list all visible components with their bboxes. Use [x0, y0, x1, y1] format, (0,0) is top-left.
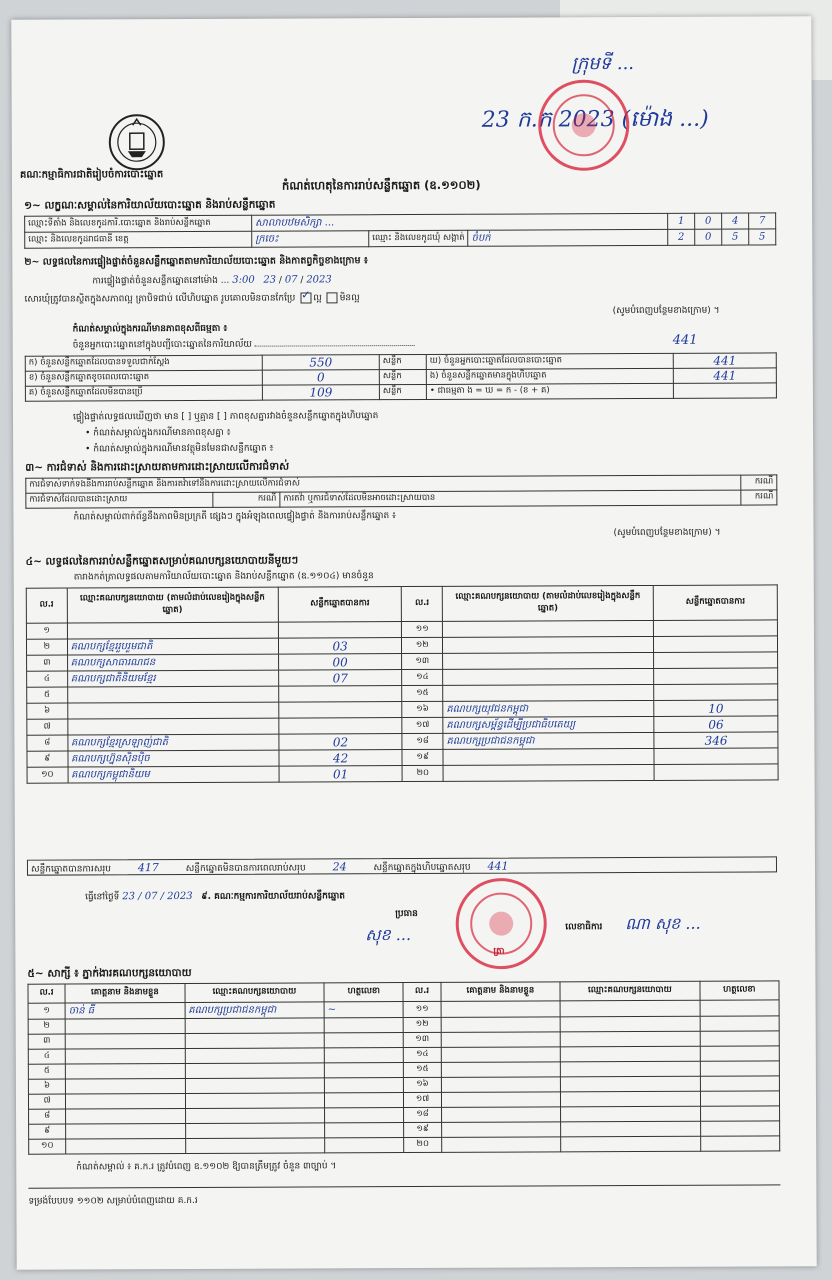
- party-votes: 03: [278, 638, 402, 655]
- witness-signature: [700, 1016, 779, 1031]
- section-1-heading: ១~ លក្ខណៈសម្គាល់នៃការិយាល័យបោះឆ្នោត និងរាប់សន្លឹកឆ្នោត: [24, 198, 276, 212]
- witness-name: [441, 1107, 561, 1123]
- form-title: កំណត់ហេតុនៃការរាប់សន្លឹកឆ្នោត (ឧ.១១០២): [281, 177, 481, 193]
- witness-party: [561, 1121, 701, 1137]
- col-party: ឈ្មោះគណបក្សនយោបាយ: [185, 983, 325, 1003]
- row-no: ៩: [27, 751, 68, 767]
- case-label: ករណី: [213, 492, 280, 507]
- witness-name: [441, 1092, 561, 1108]
- party-votes: [278, 686, 402, 703]
- code-1-digit: 7: [749, 213, 776, 229]
- party-name: [67, 718, 278, 735]
- witness-signature: [700, 1046, 779, 1061]
- witness-signature: [325, 1138, 404, 1153]
- box-total: 441: [487, 859, 509, 873]
- count-value: 109: [262, 385, 379, 401]
- form-footer: ទម្រង់បែបបទ ១១០២ សម្រាប់បំពេញដោយ គ.ក.រ: [28, 1195, 198, 1207]
- col-name: គោត្តនាម និងនាមខ្លួន: [441, 982, 561, 1002]
- committee-name: គណៈកម្មាធិការជាតិរៀបចំការបោះឆ្នោត: [19, 169, 164, 181]
- witness-name: [441, 1001, 561, 1018]
- row-no: ៧: [28, 1094, 65, 1109]
- row-no: ១៣: [402, 653, 443, 669]
- voters-line: [72, 332, 698, 352]
- row-no: ៤: [28, 1049, 65, 1064]
- count-value: 0: [262, 370, 379, 386]
- witness-signature: [325, 1123, 404, 1138]
- date-label: ធ្វើនៅថ្ងៃទី: [85, 892, 120, 903]
- party-votes: [278, 622, 402, 639]
- witness-signature: [324, 1048, 403, 1063]
- place-label: ឈ្មោះទីតាំង និងលេខកូដការិ.បោះឆ្នោត និងរាប់សន្លឹកឆ្នោត: [25, 215, 252, 232]
- party-name: គណបក្សជាតិនិយមខ្មែរ: [67, 670, 278, 687]
- table-row: [27, 764, 778, 783]
- col-votes: សន្លឹកឆ្នោតបានការ: [653, 585, 777, 621]
- witness-party: [185, 1123, 325, 1139]
- commune-code-digit: 5: [749, 229, 776, 245]
- stamp-label: ត្រា: [493, 946, 505, 957]
- row-no: ២: [28, 1019, 65, 1034]
- unit-label: សន្លឹក: [379, 384, 426, 399]
- province-code-digit: 2: [668, 229, 695, 245]
- witness-signature: [324, 1063, 403, 1078]
- count-label: ខ) ចំនួនសន្លឹកឆ្នោតខូចពេលបោះឆ្នោត: [25, 370, 262, 386]
- witness-name: [66, 1094, 186, 1110]
- witness-name: [441, 1122, 561, 1138]
- col-name: គោត្តនាម និងនាមខ្លួន: [65, 984, 185, 1004]
- count-rlabel: ង) ចំនួនសន្លឹកឆ្នោតមានក្នុងហិបឆ្នោត: [426, 368, 673, 384]
- table-row: [29, 1136, 780, 1154]
- row-no: ៥: [27, 687, 68, 703]
- witness-party: [185, 1033, 325, 1049]
- party-name: [443, 668, 654, 685]
- witness-party: [561, 1091, 701, 1107]
- code-1-digit: 4: [722, 213, 749, 229]
- row-no: ១២: [402, 637, 443, 653]
- row-no: ២: [26, 639, 67, 655]
- chair-signature: សុខ ...: [365, 925, 412, 945]
- witness-party: [560, 1031, 700, 1047]
- party-name: គណបក្សប្រជាជនកម្ពុជា: [443, 732, 654, 749]
- valid-total-label: សន្លឹកឆ្នោតបានការសរុប: [30, 864, 111, 875]
- witness-party: [185, 1078, 325, 1094]
- party-votes: [654, 684, 778, 701]
- commune-value: ចំបក់: [468, 229, 668, 246]
- count-rlabel: • ជាធម្មតា ង = ឃ = ក - (ខ + គ): [426, 383, 673, 399]
- party-votes: 10: [654, 700, 778, 717]
- section-4-sub: តារាងកត់ត្រាលទ្ធផលតាមការិយាល័យបោះឆ្នោត និងរាប់សន្លឹកឆ្នោត (ឧ.១១០៤) មានចំនួន: [73, 571, 374, 583]
- verify-line: ការផ្ទៀងផ្ទាត់ចំនួនសន្លឹកឆ្នោតនៅម៉ោង ... 3:00 23 / 07 / 2023: [92, 274, 332, 287]
- objection-row-1: ការជំទាស់ទាក់ទងនឹងការរាប់សន្លឹកឆ្នោត និងការតវ៉ាទៅនឹងការដោះស្រាយលើការជំទាស់: [26, 475, 741, 493]
- witness-signature: [325, 1108, 404, 1123]
- row-no: ៧: [27, 719, 68, 735]
- row-no: ១២: [404, 1017, 441, 1032]
- section-1-table: [24, 212, 776, 248]
- witness-signature: [700, 1076, 779, 1091]
- special-note: កំណត់សម្គាល់ក្នុងករណីមានភាពខុសពីធម្មតា ៖: [72, 323, 228, 335]
- objection-row-2: ការជំទាស់ដែលបានដោះស្រាយ: [26, 492, 213, 508]
- count-rvalue: 441: [673, 368, 776, 383]
- commune-code-digit: 5: [722, 229, 749, 245]
- witness-party: [185, 1138, 325, 1154]
- case-label: ករណី: [740, 475, 776, 490]
- seal-ok-checkbox[interactable]: [300, 292, 311, 303]
- commune-label: ឈ្មោះ និងលេខកូដឃុំ សង្កាត់: [369, 230, 468, 246]
- witness-signature: [324, 1033, 403, 1048]
- secretary-label: លេខាធិការ: [565, 922, 603, 933]
- count-rlabel: ឃ) ចំនួនអ្នកបោះឆ្នោតដែលបានបោះឆ្នោត: [426, 353, 673, 369]
- party-votes: [654, 636, 778, 653]
- witness-signature: [700, 1031, 779, 1046]
- valid-total: 417: [137, 861, 159, 875]
- row-no: ១៧: [402, 717, 443, 733]
- section-4-heading: ៤~ លទ្ធផលនៃការរាប់សន្លឹកឆ្នោតសម្រាប់គណបក្សនយោបាយនីមួយៗ: [25, 554, 299, 568]
- count-value: 550: [262, 355, 379, 371]
- row-no: ៨: [27, 735, 68, 751]
- witness-name: [65, 1019, 185, 1035]
- col-no: ល.រ: [403, 982, 440, 1001]
- party-votes: 01: [279, 766, 403, 783]
- verify-year: 2023: [306, 274, 332, 286]
- invalid-total-label: សន្លឹកឆ្នោតមិនបានការពេលរាប់សរុប: [185, 863, 306, 874]
- col-signature: ហត្ថលេខា: [700, 981, 779, 1000]
- witness-party: [561, 1106, 701, 1122]
- party-votes: [279, 718, 403, 735]
- party-name: [67, 702, 278, 719]
- row-no: ៩: [29, 1124, 66, 1139]
- party-votes: [278, 702, 402, 719]
- party-votes: 00: [278, 654, 402, 671]
- col-no: ល.រ: [28, 984, 65, 1003]
- col-party: ឈ្មោះគណបក្សនយោបាយ (តាមលំដាប់លេខរៀងក្នុងសន្លឹកឆ្នោត): [442, 585, 653, 621]
- witness-signature: [700, 1061, 779, 1076]
- row-no: ៨: [29, 1109, 66, 1124]
- witness-signature: ~: [324, 1002, 403, 1018]
- party-results-table: [26, 584, 779, 783]
- party-name: [67, 686, 278, 703]
- party-name: គណបក្សខ្មែរស្រឡាញ់ជាតិ: [67, 734, 278, 751]
- place-value: សាលាបឋមសិក្សា ...: [252, 213, 668, 231]
- secretary-signature: ណា សុខ ...: [625, 913, 701, 934]
- witness-signature: [700, 1121, 779, 1136]
- party-votes: [654, 620, 778, 637]
- ballot-count-table: [25, 352, 777, 401]
- party-votes: 07: [278, 670, 402, 687]
- unit-label: សន្លឹក: [379, 369, 426, 384]
- row-no: ១៦: [402, 701, 443, 717]
- committee-sig-label: ៩. គណៈកម្មការការិយាល័យរាប់សន្លឹកឆ្នោត: [201, 891, 346, 902]
- witness-party: [185, 1108, 325, 1124]
- witness-name: [441, 1062, 561, 1078]
- witness-name: [441, 1047, 561, 1063]
- case-label: ករណី: [740, 490, 776, 505]
- note-c: • កំណត់សម្គាល់ក្នុងករណីមានវត្ថុមិនមែនជាសន្លឹកឆ្នោត ៖: [85, 443, 274, 455]
- witness-signature: [700, 1000, 779, 1016]
- party-name: [443, 652, 654, 669]
- count-label: គ) ចំនួនសន្លឹកឆ្នោតដែលមិនបានប្រើ: [25, 385, 262, 401]
- col-party: ឈ្មោះគណបក្សនយោបាយ: [560, 981, 700, 1001]
- witness-signature: [700, 1106, 779, 1121]
- witness-party: [560, 1016, 700, 1032]
- verify-label: ការផ្ទៀងផ្ទាត់ចំនួនសន្លឹកឆ្នោតនៅម៉ោង ...: [92, 275, 230, 287]
- section-3-note: កំណត់សម្គាល់ពាក់ព័ន្ធនឹងភាពមិនប្រក្រតី ផ្សេងៗ ក្នុងអំឡុងពេលផ្ទៀងផ្ទាត់ និងការរាប់សន្លឹកឆ្នោត ៖: [73, 511, 397, 523]
- party-name: គណបក្សកម្ពុជានិយម: [68, 766, 279, 783]
- row-no: ១៤: [404, 1047, 441, 1062]
- verify-day: 23: [263, 274, 277, 286]
- col-signature: ហត្ថលេខា: [324, 983, 403, 1002]
- seal-notok-label: មិនល្អ: [339, 293, 360, 304]
- col-no: ល.រ: [26, 588, 67, 623]
- row-no: ១: [28, 1003, 65, 1019]
- party-name: [443, 748, 654, 765]
- seal-ok-label: ល្អ: [313, 293, 322, 304]
- note-a: ផ្ទៀងផ្ទាត់លទ្ធផលឃើញថា មាន [ ] ឬគ្មាន [ ] ភាពខុសគ្នារវាងចំនួនសន្លឹកឆ្នោតក្នុងហិបឆ្នោត: [72, 411, 379, 423]
- witness-party: [560, 1076, 700, 1092]
- section-5-heading: ៥~ សាក្សី ៖ ភ្នាក់ងារគណបក្សនយោបាយ: [27, 966, 192, 980]
- invalid-total: 24: [332, 860, 347, 874]
- party-votes: [654, 652, 778, 669]
- row-no: ១៩: [404, 1122, 441, 1137]
- col-votes: សន្លឹកឆ្នោតបានការ: [278, 587, 402, 623]
- signature-date-line: [85, 890, 345, 904]
- witness-name: [441, 1032, 561, 1048]
- party-name: [443, 636, 654, 653]
- witness-name: [66, 1109, 186, 1125]
- top-note: ក្រុមទី ...: [571, 53, 635, 75]
- row-no: ១: [26, 623, 67, 639]
- col-no: ល.រ: [402, 586, 443, 621]
- row-no: ១១: [402, 621, 443, 637]
- objection-table: [25, 474, 777, 508]
- verify-time: 3:00: [232, 274, 255, 286]
- row-no: ១១: [404, 1001, 441, 1017]
- party-name: [443, 764, 654, 781]
- party-name: [442, 620, 653, 637]
- fill-note-2: (សូមបំពេញបន្ថែមខាងក្រោម) ។: [612, 305, 720, 317]
- row-no: ៣: [27, 655, 68, 671]
- seal-line: [24, 292, 359, 306]
- party-votes: 346: [654, 732, 778, 749]
- unit-label: សន្លឹក: [379, 354, 426, 369]
- row-no: ១៥: [402, 685, 443, 701]
- row-no: ១០: [27, 767, 68, 783]
- form-sheet: [11, 16, 816, 1269]
- witness-party: [185, 1063, 325, 1079]
- ballot-count-row: [25, 383, 776, 401]
- row-no: ១០: [29, 1139, 66, 1154]
- code-1-digit: 1: [668, 213, 695, 229]
- note-b: • កំណត់សម្គាល់ក្នុងករណីមានភាពខុសគ្នា ៖: [85, 427, 231, 439]
- row-no: ១៥: [404, 1062, 441, 1077]
- footer-divider: [28, 1184, 780, 1188]
- witness-name: [66, 1124, 186, 1140]
- row-no: ៣: [28, 1034, 65, 1049]
- red-seal-bottom-icon: [451, 873, 551, 973]
- verify-month: 07: [284, 274, 298, 286]
- col-party: ឈ្មោះគណបក្សនយោបាយ (តាមលំដាប់លេខរៀងក្នុងសន្លឹកឆ្នោត): [67, 587, 278, 623]
- party-name: គណបក្សខ្មែររួបរួមជាតិ: [67, 638, 278, 655]
- party-votes: 06: [654, 716, 778, 733]
- seal-text: សោរឃុំត្រូវបានស្ថិតក្នុងសភាពល្អ ត្រាបិទជាប់ លើហិបឆ្នោត រូបគោលមិនបានកែប្រែ: [24, 293, 296, 305]
- count-rvalue: [673, 383, 776, 398]
- row-no: ៤: [27, 671, 68, 687]
- witness-signature: [325, 1078, 404, 1093]
- seal-notok-checkbox[interactable]: [327, 292, 338, 303]
- witness-name: ចាន់ ធី: [65, 1003, 185, 1020]
- witness-name: [441, 1077, 561, 1093]
- objection-row-2b: ការតវ៉ា ឬការជំទាស់ដែលមិនអាចដោះស្រាយបាន: [280, 490, 741, 507]
- witness-party: [185, 1093, 325, 1109]
- voters-label: ចំនួនអ្នកបោះឆ្នោតនៅក្នុងបញ្ជីបោះឆ្នោតនៃការិយាល័យ: [72, 339, 253, 351]
- commune-code-digit: 0: [695, 229, 722, 245]
- chair-label: ប្រធាន: [395, 908, 418, 920]
- row-no: ៦: [28, 1079, 65, 1094]
- witness-signature: [700, 1136, 779, 1151]
- witness-signature: [324, 1018, 403, 1033]
- row-no: ១៦: [404, 1077, 441, 1092]
- party-name: គណបក្សហ្វ៊ុនស៊ិនប៉ិច: [68, 750, 279, 767]
- party-name: គណបក្សសម្ព័ន្ធដើម្បីប្រជាធិបតេយ្យ: [443, 716, 654, 733]
- witness-name: [65, 1049, 185, 1065]
- party-votes: [654, 748, 778, 765]
- party-name: [443, 684, 654, 701]
- row-no: ២០: [404, 1137, 441, 1152]
- party-votes: 02: [279, 734, 403, 751]
- witness-name: [441, 1137, 561, 1153]
- province-label: ឈ្មោះ និងលេខកូដរាជធានី ខេត្ត: [25, 231, 252, 248]
- witness-name: [441, 1017, 561, 1033]
- row-no: ១៧: [404, 1092, 441, 1107]
- witness-party: [561, 1136, 701, 1152]
- witness-table: [27, 980, 780, 1154]
- row-no: ១៨: [402, 733, 443, 749]
- footnote: កំណត់សម្គាល់ ៖ គ.ក.រ ត្រូវបំពេញ ឧ.១១០២ ឱ្យបានត្រឹមត្រូវ ចំនួន ៣ច្បាប់ ។: [76, 1161, 337, 1173]
- party-name: គណបក្សយុវជនកម្ពុជា: [443, 700, 654, 717]
- witness-party: [560, 1061, 700, 1077]
- witness-party: គណបក្សប្រជាជនកម្ពុជា: [185, 1002, 325, 1019]
- witness-party: [185, 1048, 325, 1064]
- nec-emblem-icon: [106, 111, 168, 173]
- count-rvalue: 441: [673, 353, 776, 368]
- witness-party: [185, 1018, 325, 1034]
- totals-row: [27, 856, 777, 875]
- witness-name: [66, 1139, 186, 1155]
- box-total-label: សន្លឹកឆ្នោតក្នុងហិបឆ្នោតសរុប: [373, 862, 471, 874]
- row-no: ១៨: [404, 1107, 441, 1122]
- witness-name: [65, 1034, 185, 1050]
- section-2-heading: ២~ លទ្ធផលនៃការផ្ទៀងផ្ទាត់ចំនួនសន្លឹកឆ្នោតតាមការិយាល័យបោះឆ្នោត និងកាតព្វកិច្ចខាងក្រោម ៖: [24, 255, 368, 268]
- witness-name: [66, 1079, 186, 1095]
- party-votes: [654, 668, 778, 685]
- party-votes: 42: [279, 750, 403, 767]
- witness-party: [560, 1046, 700, 1062]
- code-1-digit: 0: [695, 213, 722, 229]
- count-label: ក) ចំនួនសន្លឹកឆ្នោតដែលបានទទួលជាក់ស្តែង: [25, 355, 262, 371]
- witness-signature: [325, 1093, 404, 1108]
- sign-date: 23 / 07 / 2023: [122, 890, 193, 903]
- received-stamp-note: 23 ក.ក 2023 (ម៉ោង ...): [481, 106, 709, 133]
- party-votes: [654, 764, 778, 781]
- row-no: ៦: [27, 703, 68, 719]
- row-no: ១៩: [402, 749, 443, 765]
- voters-value: 441: [672, 332, 698, 348]
- fill-note-3: (សូមបំពេញបន្ថែមខាងក្រោម) ។: [613, 527, 721, 539]
- party-name: គណបក្សសាធារណជន: [67, 654, 278, 671]
- province-value: ក្រចេះ: [252, 231, 369, 248]
- witness-signature: [700, 1091, 779, 1106]
- red-seal-top-icon: [534, 75, 634, 175]
- party-name: [67, 622, 278, 639]
- witness-name: [65, 1064, 185, 1080]
- row-no: ១៣: [404, 1032, 441, 1047]
- row-no: ១៤: [402, 669, 443, 685]
- section-3-heading: ៣~ ការជំទាស់ និងការដោះស្រាយតាមការដោះស្រាយលើការជំទាស់: [25, 460, 290, 474]
- row-no: ៥: [28, 1064, 65, 1079]
- row-no: ២០: [403, 765, 444, 781]
- witness-party: [560, 1000, 700, 1017]
